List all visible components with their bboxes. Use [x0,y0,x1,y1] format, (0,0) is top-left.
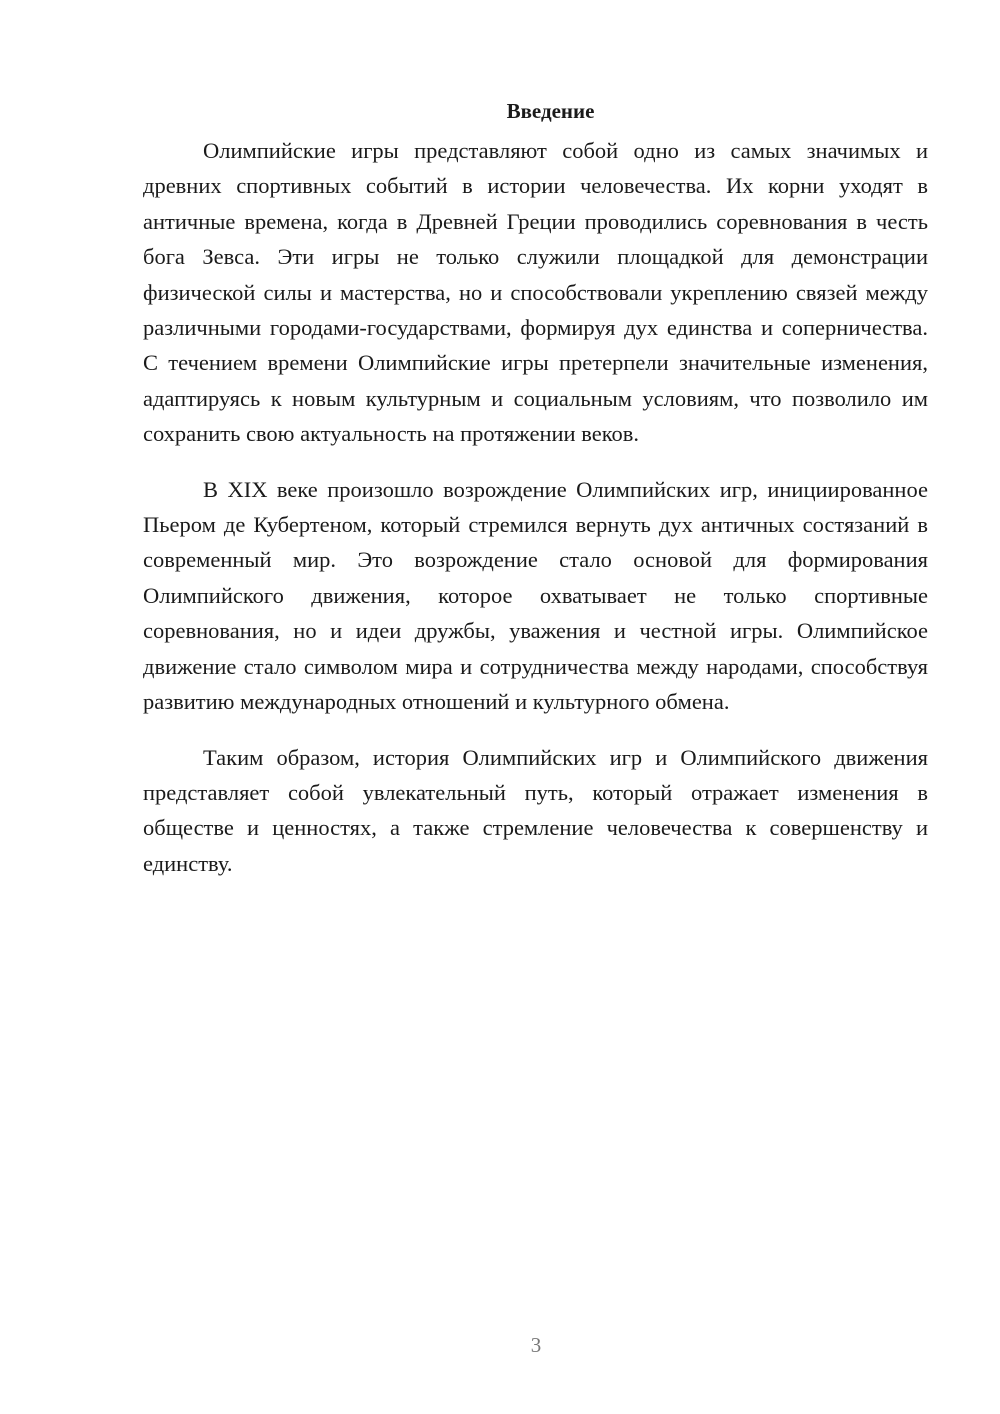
paragraph-1: Олимпийские игры представляют собой одно из самых значимых и древних спортивных событий в истории человечества. Их корни уходят в античные времена, когда в Древней Греции проводились соревнования в честь бога Зевса. Эти игры не только служили площадкой для демонстрации физической силы и мастерства, но и способствовали укреплению связей между различными городами-государствами, формируя дух единства и соперничества. С течением времени Олимпийские игры претерпели значительные изменения, адаптируясь к новым культурным и социальным условиям, что позволило им сохранить свою актуальность на протяжении веков. [143,138,928,447]
page-content [143,96,928,901]
paragraph-2: В XIX веке произошло возрождение Олимпийских игр, инициированное Пьером де Кубертеном, который стремился вернуть дух античных состязаний в современный мир. Это возрождение стало основой для формирования Олимпийского движения, которое охватывает не только спортивные соревнования, но и идеи дружбы, уважения и честной игры. Олимпийское движение стало символом мира и сотрудничества между народами, способствуя развитию международных отношений и культурного обмена. [143,476,928,715]
section-title: Введение [506,99,595,123]
paragraph-3: Таким образом, история Олимпийских игр и Олимпийского движения представляет собой увлекательный путь, который отражает изменения в обществе и ценностях, а также стремление человечества к совершенству и единству. [143,744,928,876]
page-number: 3 [530,1333,542,1357]
